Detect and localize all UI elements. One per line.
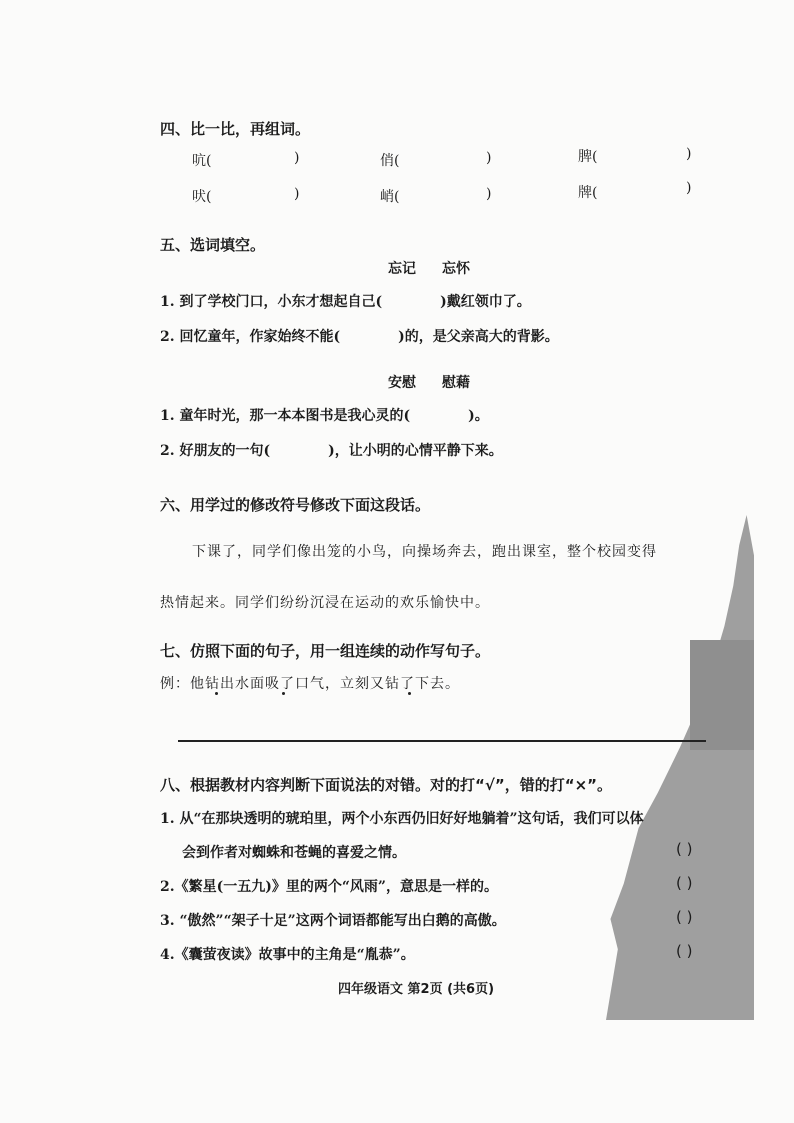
page-footer: 四年级语文 第2页 (共6页) [338,982,495,997]
fill-q1-text: 1. 到了学校门口，小东才想起自己( [160,294,383,310]
judge-q4: 4.《囊萤夜读》故事中的主角是“胤恭”。 [160,947,415,963]
fill-q3 [160,405,489,425]
emphasis-dot [408,692,411,695]
emphasis-dot [215,692,218,695]
section-7-title: 七、仿照下面的句子，用一组连续的动作写句子。 [160,642,491,660]
emphasis-dot [282,692,285,695]
word-6-open: 牌( [578,185,598,201]
word-3-close: ) [686,146,692,162]
section-8-title: 八、根据教材内容判断下面说法的对错。对的打“√”，错的打“×”。 [160,776,613,794]
answer-paren-1[interactable]: ( ) [676,840,693,858]
answer-paren-4[interactable]: ( ) [676,942,693,960]
judge-q2: 2.《繁星(一五九)》里的两个“风雨”，意思是一样的。 [160,879,498,895]
answer-line[interactable] [178,740,706,742]
word-choices-1 [388,258,470,278]
fill-q3-end: )。 [468,408,489,424]
answer-paren-2[interactable]: ( ) [676,874,693,892]
word-5-open: 峭( [380,189,400,205]
judge-q3: 3. “傲然”“架子十足”这两个词语都能写出白鹅的高傲。 [160,913,506,929]
word-1-open: 吭( [192,153,212,169]
scan-shadow-edge [690,640,754,750]
section-6-title: 六、用学过的修改符号修改下面这段话。 [160,496,431,514]
judge-q1-line2: 会到作者对蜘蛛和苍蝇的喜爱之情。 [182,845,406,861]
section-5-title: 五、选词填空。 [160,236,266,254]
word-5-close: ) [486,186,492,202]
choice-word: 慰藉 [442,375,470,391]
word-3-open: 脾( [578,149,598,165]
fill-q4-text: 2. 好朋友的一句( [160,443,271,459]
fill-q4 [160,440,503,460]
word-1-close: ) [294,150,300,166]
word-6-close: ) [686,180,692,196]
fill-q1-end: )戴红领巾了。 [440,294,531,310]
choice-word: 安慰 [388,375,416,391]
section-4-title: 四、比一比，再组词。 [160,120,311,138]
edit-paragraph-line1: 下课了，同学们像出笼的小鸟，向操场奔去，跑出课室，整个校园变得 [192,544,657,560]
example-sentence: 例：他钻出水面吸了口气，立刻又钻了下去。 [160,676,460,692]
fill-q1 [160,291,531,311]
word-choices-2 [388,372,470,392]
word-2-close: ) [486,150,492,166]
judge-q1-line1: 1. 从“在那块透明的琥珀里，两个小东西仍旧好好地躺着”这句话，我们可以体 [160,811,644,827]
edit-paragraph-line2: 热情起来。同学们纷纷沉浸在运动的欢乐愉快中。 [160,595,490,611]
word-4-close: ) [294,186,300,202]
fill-q2-text: 2. 回忆童年，作家始终不能( [160,329,341,345]
word-4-open: 吠( [192,189,212,205]
choice-word: 忘记 [388,261,416,277]
fill-q3-text: 1. 童年时光，那一本本图书是我心灵的( [160,408,411,424]
word-2-open: 俏( [380,153,400,169]
fill-q4-end: )，让小明的心情平静下来。 [328,443,503,459]
fill-q2-end: )的，是父亲高大的背影。 [398,329,559,345]
answer-paren-3[interactable]: ( ) [676,908,693,926]
fill-q2 [160,326,559,346]
choice-word: 忘怀 [442,261,470,277]
